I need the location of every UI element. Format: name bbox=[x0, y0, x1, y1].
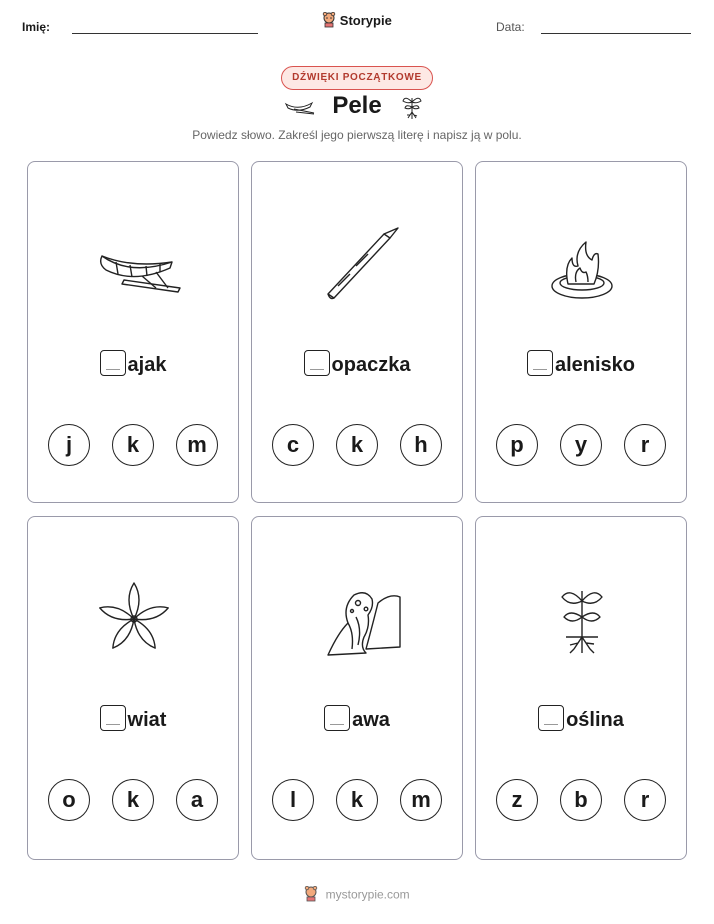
card-1 bbox=[27, 161, 239, 503]
word-rest: oślina bbox=[566, 709, 624, 731]
storypie-footer-logo-icon bbox=[304, 886, 318, 905]
storypie-logo-icon bbox=[322, 12, 336, 31]
footer-url[interactable]: mystorypie.com bbox=[325, 887, 410, 902]
letter-option[interactable]: k bbox=[336, 424, 378, 466]
name-line[interactable] bbox=[72, 33, 258, 34]
date-label: Data: bbox=[496, 20, 525, 34]
word-rest: wiat bbox=[127, 709, 167, 731]
answer-box[interactable] bbox=[304, 350, 330, 376]
letter-option[interactable]: m bbox=[400, 779, 442, 821]
answer-box[interactable] bbox=[100, 350, 126, 376]
letter-options bbox=[476, 424, 686, 466]
word-rest: opaczka bbox=[331, 354, 411, 376]
answer-box[interactable] bbox=[100, 705, 126, 731]
instructions: Powiedz słowo. Zakreśl jego pierwszą literę i napisz ją w polu. bbox=[192, 128, 522, 142]
sprout-small-icon bbox=[400, 92, 424, 125]
flower-icon bbox=[84, 577, 184, 661]
letter-option[interactable]: h bbox=[400, 424, 442, 466]
page-title: Pele bbox=[332, 92, 382, 119]
letter-option[interactable]: y bbox=[560, 424, 602, 466]
letter-options bbox=[252, 424, 462, 466]
brand bbox=[0, 12, 714, 31]
plant-icon bbox=[532, 577, 632, 661]
word-rest: awa bbox=[352, 709, 390, 731]
letter-option[interactable]: m bbox=[176, 424, 218, 466]
answer-box[interactable] bbox=[527, 350, 553, 376]
name-label: Imię: bbox=[22, 20, 51, 34]
letter-option[interactable]: k bbox=[112, 779, 154, 821]
stick-icon bbox=[308, 222, 408, 306]
card-2 bbox=[251, 161, 463, 503]
date-line[interactable] bbox=[541, 33, 691, 34]
footer bbox=[0, 886, 714, 905]
card-3 bbox=[475, 161, 687, 503]
letter-option[interactable]: z bbox=[496, 779, 538, 821]
letter-option[interactable]: l bbox=[272, 779, 314, 821]
word-row bbox=[252, 350, 462, 377]
word-row bbox=[476, 705, 686, 732]
word-row bbox=[252, 705, 462, 732]
word-row bbox=[28, 350, 238, 377]
fire-pit-icon bbox=[532, 222, 632, 306]
letter-option[interactable]: c bbox=[272, 424, 314, 466]
letter-option[interactable]: o bbox=[48, 779, 90, 821]
letter-option[interactable]: k bbox=[112, 424, 154, 466]
letter-option[interactable]: k bbox=[336, 779, 378, 821]
lava-icon bbox=[308, 577, 408, 661]
letter-option[interactable]: b bbox=[560, 779, 602, 821]
letter-option[interactable]: r bbox=[624, 779, 666, 821]
letter-options bbox=[28, 779, 238, 821]
topic-badge: DŹWIĘKI POCZĄTKOWE bbox=[281, 66, 433, 90]
letter-option[interactable]: a bbox=[176, 779, 218, 821]
card-5 bbox=[251, 516, 463, 860]
brand-name: Storypie bbox=[339, 12, 392, 28]
letter-options bbox=[476, 779, 686, 821]
letter-option[interactable]: p bbox=[496, 424, 538, 466]
word-row bbox=[476, 350, 686, 377]
answer-box[interactable] bbox=[538, 705, 564, 731]
card-4 bbox=[27, 516, 239, 860]
letter-option[interactable]: r bbox=[624, 424, 666, 466]
card-6 bbox=[475, 516, 687, 860]
answer-box[interactable] bbox=[324, 705, 350, 731]
word-row bbox=[28, 705, 238, 732]
canoe-icon bbox=[84, 222, 184, 306]
word-rest: alenisko bbox=[554, 354, 636, 376]
word-rest: ajak bbox=[127, 354, 167, 376]
letter-options bbox=[252, 779, 462, 821]
letter-option[interactable]: j bbox=[48, 424, 90, 466]
letter-options bbox=[28, 424, 238, 466]
